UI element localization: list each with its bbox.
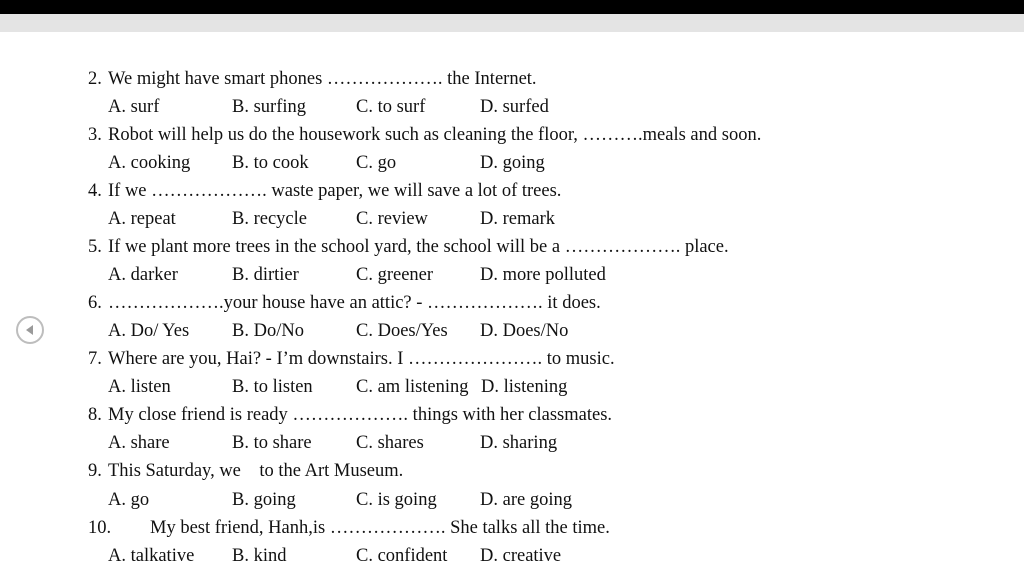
option-c: C. review	[356, 209, 428, 229]
play-left-icon	[26, 325, 33, 335]
top-bar	[0, 0, 1024, 14]
toolbar-strip	[0, 14, 1024, 32]
question-number: 6.	[88, 293, 102, 313]
option-a: A. listen	[108, 377, 171, 397]
option-d: D. surfed	[480, 97, 549, 117]
question-text: This Saturday, we to the Art Museum.	[108, 461, 404, 481]
question-number: 8.	[88, 405, 102, 425]
question-number: 10.	[88, 518, 112, 538]
option-a: A. go	[108, 490, 150, 510]
option-a: A. surf	[108, 97, 160, 117]
option-c: C. am listening	[356, 377, 469, 397]
option-c: C. to surf	[356, 97, 426, 117]
option-b: B. Do/No	[232, 321, 304, 341]
question-text: If we ………………. waste paper, we will save a lot of trees.	[108, 181, 562, 201]
question-text: Robot will help us do the housework such as cleaning the floor, ……….meals and soon.	[108, 125, 762, 145]
option-d: D. are going	[480, 490, 572, 510]
question-number: 7.	[88, 349, 102, 369]
option-a: A. cooking	[108, 153, 191, 173]
question-text: My best friend, Hanh,is ………………. She talks all the time.	[150, 518, 610, 538]
option-d: D. creative	[480, 546, 562, 566]
question-text: We might have smart phones ………………. the Internet.	[108, 69, 537, 89]
audio-play-button[interactable]	[16, 316, 44, 344]
option-c: C. go	[356, 153, 397, 173]
option-c: C. Does/Yes	[356, 321, 448, 341]
question-number: 5.	[88, 237, 102, 257]
option-a: A. Do/ Yes	[108, 321, 190, 341]
option-c: C. greener	[356, 265, 434, 285]
option-d: D. Does/No	[480, 321, 569, 341]
option-b: B. recycle	[232, 209, 307, 229]
question-number: 3.	[88, 125, 102, 145]
option-d: D. sharing	[480, 433, 558, 453]
question-text: Where are you, Hai? - I’m downstairs. I …………………. to music.	[108, 349, 615, 369]
question-text: My close friend is ready ………………. things with her classmates.	[108, 405, 613, 425]
option-a: A. talkative	[108, 546, 195, 566]
option-d: D. going	[480, 153, 545, 173]
option-b: B. kind	[232, 546, 287, 566]
question-number: 2.	[88, 69, 102, 89]
option-a: A. darker	[108, 265, 178, 285]
option-d: D. remark	[480, 209, 555, 229]
question-text: ……………….your house have an attic? - ………………. it does.	[108, 293, 601, 313]
option-a: A. share	[108, 433, 170, 453]
option-c: C. shares	[356, 433, 424, 453]
option-b: B. to listen	[232, 377, 313, 397]
option-a: A. repeat	[108, 209, 176, 229]
question-text: If we plant more trees in the school yard, the school will be a ………………. place.	[108, 237, 729, 257]
option-d: D. listening	[481, 377, 568, 397]
option-b: B. dirtier	[232, 265, 299, 285]
option-c: C. confident	[356, 546, 448, 566]
question-number: 4.	[88, 181, 102, 201]
option-b: B. surfing	[232, 97, 306, 117]
question-number: 9.	[88, 461, 102, 481]
option-c: C. is going	[356, 490, 437, 510]
option-b: B. to share	[232, 433, 312, 453]
option-b: B. going	[232, 490, 296, 510]
option-b: B. to cook	[232, 153, 309, 173]
option-d: D. more polluted	[480, 265, 606, 285]
